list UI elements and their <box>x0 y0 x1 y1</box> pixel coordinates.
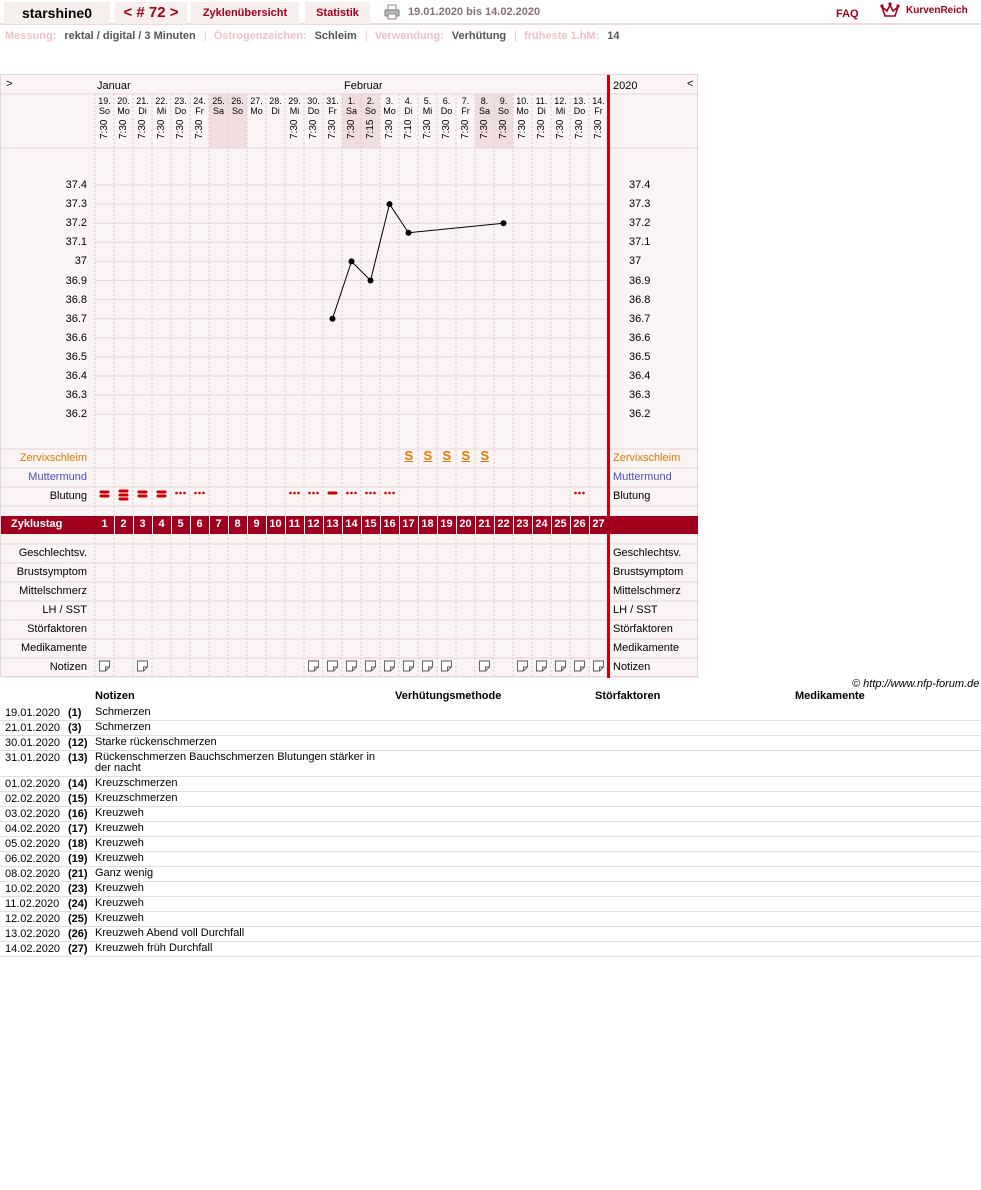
chart-overlay <box>1 75 699 678</box>
cycle-day-number: 18 <box>421 518 434 530</box>
day-weekday: Mi <box>422 106 433 116</box>
note-text: Kreuzweh Abend voll Durchfall <box>95 927 245 939</box>
day-time: 7:30 <box>498 119 509 139</box>
table-row <box>0 777 981 792</box>
note-date: 11.02.2020 <box>5 898 60 910</box>
cycle-day-divider <box>133 516 134 534</box>
day-weekday: Fr <box>195 106 204 116</box>
day-weekday: Do <box>440 106 453 116</box>
verwendung-value: Verhütung <box>451 30 507 42</box>
day-date: 4. <box>404 96 413 106</box>
day-time: 7:30 <box>479 119 490 139</box>
table-row <box>0 912 981 927</box>
row-label-right: Notizen <box>613 661 651 673</box>
note-text: Kreuzweh <box>95 882 144 894</box>
note-cycle-day: (16) <box>68 808 88 820</box>
note-text: Kreuzweh <box>95 912 144 924</box>
day-date: 11. <box>535 96 548 106</box>
cycle-day-number: 4 <box>158 518 165 530</box>
cycle-day-divider <box>456 516 457 534</box>
table-row <box>0 822 981 837</box>
day-weekday: Mo <box>250 106 263 116</box>
day-date: 31. <box>326 96 339 106</box>
note-cycle-day: (17) <box>68 823 88 835</box>
day-weekday: So <box>231 106 243 116</box>
blutung-label-left: Blutung <box>49 490 87 502</box>
day-time: 7:30 <box>175 119 186 139</box>
cycle-day-divider <box>266 516 267 534</box>
note-date: 21.01.2020 <box>5 722 61 734</box>
cycle-day-number: 22 <box>497 518 510 530</box>
note-date: 12.02.2020 <box>5 913 61 925</box>
table-row <box>0 751 981 777</box>
day-date: 5. <box>423 96 432 106</box>
day-weekday: Sa <box>345 106 357 116</box>
cycle-day-number: 17 <box>402 518 415 530</box>
day-date: 3. <box>385 96 394 106</box>
day-weekday: Mo <box>117 106 130 116</box>
day-time: 7:30 <box>327 119 338 139</box>
day-weekday: Do <box>573 106 586 116</box>
day-weekday: Mi <box>289 106 300 116</box>
note-cycle-day: (26) <box>68 928 88 940</box>
day-time: 7:30 <box>574 119 585 139</box>
day-date: 22. <box>155 96 168 106</box>
note-date: 31.01.2020 <box>5 752 61 764</box>
col-header-verhuetung: Verhütungsmethode <box>395 690 502 702</box>
cycle-day-number: 20 <box>459 518 472 530</box>
table-row <box>0 882 981 897</box>
note-cycle-day: (25) <box>68 913 88 925</box>
cycle-day-number: 11 <box>288 518 301 530</box>
note-date: 04.02.2020 <box>5 823 61 835</box>
cycle-day-number: 2 <box>120 518 127 530</box>
day-time: 7:30 <box>289 119 300 139</box>
col-header-notizen: Notizen <box>95 690 135 702</box>
top-bar <box>0 0 981 25</box>
day-weekday: Do <box>174 106 187 116</box>
note-text: Kreuzweh früh Durchfall <box>95 942 213 954</box>
table-row <box>0 897 981 912</box>
cycle-day-divider <box>418 516 419 534</box>
temp-label-left: 36.6 <box>65 331 87 344</box>
row-label-left: Mittelschmerz <box>19 585 87 597</box>
day-weekday: Mi <box>555 106 566 116</box>
cycle-day-divider <box>190 516 191 534</box>
day-weekday: Di <box>537 106 546 116</box>
cycle-day-number: 23 <box>516 518 529 530</box>
note-date: 10.02.2020 <box>5 883 61 895</box>
note-text: Schmerzen <box>95 706 151 718</box>
cycle-chart <box>0 74 698 677</box>
table-row <box>0 942 981 957</box>
row-label-left: Brustsymptom <box>16 566 87 578</box>
row-label-right: Störfaktoren <box>613 623 673 635</box>
cycle-day-divider <box>209 516 210 534</box>
note-cycle-day: (1) <box>68 707 82 719</box>
note-cycle-day: (21) <box>68 868 88 880</box>
measurement-info: Messung: rektal / digital / 3 Minuten | Östrogenzeichen: Schleim | Verwendung: Verhütung | früheste 1.hM: 14 <box>5 30 620 42</box>
temp-label-right: 37 <box>629 255 642 268</box>
day-date: 12. <box>554 96 567 106</box>
day-weekday: So <box>98 106 110 116</box>
cycle-day-number: 19 <box>440 518 453 530</box>
day-date: 6. <box>442 96 451 106</box>
tab-statistics[interactable]: Statistik <box>305 2 370 24</box>
day-date: 13. <box>573 96 586 106</box>
note-date: 13.02.2020 <box>5 928 61 940</box>
note-text: Ganz wenig <box>95 867 154 879</box>
note-text: Kreuzweh <box>95 852 144 864</box>
muttermund-label-left: Muttermund <box>28 471 87 483</box>
temp-label-left: 37 <box>74 255 87 268</box>
cycle-day-divider <box>437 516 438 534</box>
brand-name[interactable]: KurvenReich <box>906 5 968 16</box>
day-date: 28. <box>269 96 282 106</box>
day-date: 27. <box>250 96 263 106</box>
messung-label: Messung: <box>5 30 57 42</box>
table-row <box>0 867 981 882</box>
cycle-day-divider <box>513 516 514 534</box>
temp-label-left: 36.8 <box>65 293 87 306</box>
day-date: 7. <box>461 96 470 106</box>
cycle-day-number: 25 <box>554 518 567 530</box>
cycle-day-number: 26 <box>573 518 586 530</box>
note-text: Kreuzweh <box>95 837 144 849</box>
temp-label-left: 37.3 <box>65 198 87 211</box>
cycle-day-number: 15 <box>364 518 377 530</box>
col-header-medikamente: Medikamente <box>795 690 865 702</box>
day-weekday: Di <box>271 106 280 116</box>
day-time: 7:30 <box>422 119 433 139</box>
row-label-left: Medikamente <box>20 642 87 654</box>
oestrogen-label: Östrogenzeichen: <box>213 30 307 42</box>
cycle-day-divider <box>570 516 571 534</box>
day-time: 7:10 <box>403 119 414 139</box>
cycle-day-number: 16 <box>383 518 396 530</box>
day-time: 7:15 <box>365 119 376 139</box>
day-date: 25. <box>212 96 225 106</box>
muttermund-label-right: Muttermund <box>613 471 672 483</box>
temp-label-right: 37.3 <box>629 198 651 211</box>
temp-label-right: 36.7 <box>629 312 651 325</box>
note-date: 14.02.2020 <box>5 943 61 955</box>
note-cycle-day: (18) <box>68 838 88 850</box>
zervix-symbol: S <box>442 448 452 463</box>
day-weekday: So <box>364 106 376 116</box>
cycle-day-divider <box>399 516 400 534</box>
temp-label-left: 36.5 <box>65 350 87 363</box>
note-cycle-day: (3) <box>68 722 82 734</box>
temp-label-right: 36.2 <box>629 408 651 421</box>
temp-label-right: 36.4 <box>629 370 651 382</box>
note-date: 05.02.2020 <box>5 838 61 850</box>
zervix-label-left: Zervixschleim <box>19 452 87 464</box>
note-cycle-day: (19) <box>68 853 88 865</box>
cycle-day-divider <box>171 516 172 534</box>
username: starshine0 <box>4 2 110 24</box>
day-date: 10. <box>516 96 529 106</box>
row-label-right: Brustsymptom <box>613 566 684 578</box>
note-date: 19.01.2020 <box>5 707 61 719</box>
day-date: 2. <box>366 96 375 106</box>
cycle-day-number: 1 <box>101 518 108 530</box>
day-date: 23. <box>174 96 187 106</box>
day-weekday: Do <box>307 106 320 116</box>
day-date: 14. <box>592 96 605 106</box>
cycle-day-divider <box>361 516 362 534</box>
note-text: Starke rückenschmerzen <box>95 736 217 748</box>
cycle-day-number: 3 <box>139 518 146 530</box>
row-label-left: Notizen <box>49 661 87 673</box>
cycle-day-number: 10 <box>269 518 282 530</box>
temp-label-right: 37.1 <box>629 236 651 249</box>
blutung-label-right: Blutung <box>613 490 651 502</box>
cycle-day-divider <box>152 516 153 534</box>
cycle-day-row <box>1 516 699 534</box>
note-text: Rückenschmerzen Bauchschmerzen Blutungen stärker in der nacht <box>95 751 376 774</box>
day-time: 7:30 <box>517 119 528 139</box>
note-text: Kreuzweh <box>95 822 144 834</box>
row-label-right: Mittelschmerz <box>613 585 681 597</box>
note-text: Kreuzschmerzen <box>95 777 178 789</box>
temp-label-right: 37.4 <box>629 179 651 191</box>
cycle-day-divider <box>304 516 305 534</box>
day-time: 7:30 <box>346 119 357 139</box>
note-cycle-day: (23) <box>68 883 88 895</box>
temp-label-right: 37.2 <box>629 217 651 230</box>
faq-link[interactable]: FAQ <box>836 8 859 20</box>
table-row <box>0 721 981 736</box>
temp-label-left: 36.3 <box>65 389 87 402</box>
day-time: 7:30 <box>156 119 167 139</box>
cycle-day-divider <box>114 516 115 534</box>
temp-label-right: 36.5 <box>629 350 651 363</box>
cycle-day-divider <box>323 516 324 534</box>
nav-prev-button[interactable]: > <box>6 78 13 90</box>
note-date: 03.02.2020 <box>5 808 61 820</box>
tab-cycle-overview[interactable]: Zyklenübersicht <box>191 2 299 24</box>
table-row <box>0 736 981 751</box>
year-label: 2020 <box>613 80 638 92</box>
cycle-day-number: 24 <box>535 518 548 530</box>
table-row <box>0 706 981 721</box>
crown-logo-icon[interactable] <box>880 1 900 21</box>
temp-label-left: 37.2 <box>65 217 87 230</box>
verwendung-label: Verwendung: <box>374 30 444 42</box>
hm-value: 14 <box>607 30 620 42</box>
day-date: 8. <box>480 96 489 106</box>
cycle-day-divider <box>475 516 476 534</box>
day-date: 20. <box>117 96 130 106</box>
note-cycle-day: (15) <box>68 793 88 805</box>
day-weekday: Mi <box>156 106 167 116</box>
oestrogen-value: Schleim <box>314 30 357 42</box>
day-weekday: Fr <box>328 106 337 116</box>
note-text: Schmerzen <box>95 721 151 733</box>
temp-label-right: 36.6 <box>629 331 651 344</box>
table-row <box>0 792 981 807</box>
day-time: 7:30 <box>99 119 110 139</box>
note-cycle-day: (14) <box>68 778 88 790</box>
day-date: 1. <box>347 96 356 106</box>
day-weekday: Sa <box>212 106 224 116</box>
temp-label-right: 36.8 <box>629 293 651 306</box>
cycle-day-divider <box>228 516 229 534</box>
day-weekday: Di <box>138 106 147 116</box>
temp-label-left: 36.4 <box>65 370 87 382</box>
cycle-nav[interactable]: < # 72 > <box>115 2 187 24</box>
day-date: 26. <box>231 96 244 106</box>
day-weekday: Sa <box>478 106 490 116</box>
day-date: 19. <box>98 96 111 106</box>
cycle-day-number: 12 <box>307 518 320 530</box>
note-date: 30.01.2020 <box>5 737 61 749</box>
note-text: Kreuzschmerzen <box>95 792 178 804</box>
month-february: Februar <box>344 80 383 92</box>
temp-label-left: 36.9 <box>65 274 87 287</box>
cycle-day-number: 21 <box>478 518 491 530</box>
note-cycle-day: (13) <box>68 752 88 764</box>
month-january: Januar <box>97 80 131 92</box>
cycle-day-number: 6 <box>196 518 203 530</box>
cycle-day-divider <box>589 516 590 534</box>
cycle-day-divider <box>551 516 552 534</box>
day-date: 21. <box>136 96 149 106</box>
day-time: 7:30 <box>536 119 547 139</box>
day-weekday: Mo <box>516 106 529 116</box>
note-date: 08.02.2020 <box>5 868 61 880</box>
printer-icon[interactable] <box>384 4 400 20</box>
day-time: 7:30 <box>593 119 604 139</box>
day-date: 30. <box>307 96 320 106</box>
note-cycle-day: (27) <box>68 943 88 955</box>
zervix-symbol: S <box>404 448 414 463</box>
note-text: Kreuzweh <box>95 807 144 819</box>
table-row <box>0 807 981 822</box>
cycle-day-divider <box>247 516 248 534</box>
day-weekday: Di <box>404 106 413 116</box>
temp-label-left: 37.4 <box>65 179 87 191</box>
cycle-day-number: 14 <box>345 518 358 530</box>
cycle-day-number: 27 <box>592 518 605 530</box>
temp-label-right: 36.3 <box>629 389 651 402</box>
day-time: 7:30 <box>308 119 319 139</box>
col-header-stoerfaktoren: Störfaktoren <box>595 690 661 702</box>
day-time: 7:30 <box>460 119 471 139</box>
table-row <box>0 927 981 942</box>
copyright: © http://www.nfp-forum.de <box>852 678 980 690</box>
day-time: 7:30 <box>118 119 129 139</box>
row-label-right: LH / SST <box>613 604 658 616</box>
day-weekday: Fr <box>594 106 603 116</box>
day-time: 7:30 <box>441 119 452 139</box>
note-date: 06.02.2020 <box>5 853 61 865</box>
day-weekday: So <box>497 106 509 116</box>
note-cycle-day: (12) <box>68 737 88 749</box>
row-label-right: Geschlechtsv. <box>613 547 682 559</box>
day-time: 7:30 <box>137 119 148 139</box>
zervix-symbol: S <box>423 448 433 463</box>
table-row <box>0 837 981 852</box>
cycle-day-divider <box>342 516 343 534</box>
nav-next-button[interactable]: < <box>687 78 694 90</box>
note-text: Kreuzweh <box>95 897 144 909</box>
day-date: 29. <box>288 96 301 106</box>
hm-label: früheste 1.hM: <box>524 30 600 42</box>
date-range: 19.01.2020 bis 14.02.2020 <box>408 6 541 18</box>
day-time: 7:30 <box>555 119 566 139</box>
temp-label-left: 36.2 <box>65 408 87 421</box>
row-label-left: LH / SST <box>42 604 87 616</box>
temp-label-left: 36.7 <box>65 312 87 325</box>
day-weekday: Mo <box>383 106 396 116</box>
cycle-day-number: 5 <box>177 518 184 530</box>
temp-label-left: 37.1 <box>65 236 87 249</box>
temp-label-right: 36.9 <box>629 274 651 287</box>
cycle-day-number: 13 <box>326 518 339 530</box>
day-date: 24. <box>193 96 206 106</box>
day-time: 7:30 <box>194 119 205 139</box>
note-cycle-day: (24) <box>68 898 88 910</box>
cycle-day-number: 7 <box>215 518 222 530</box>
cycle-day-divider <box>380 516 381 534</box>
row-label-right: Medikamente <box>613 642 680 654</box>
row-label-left: Störfaktoren <box>27 623 87 635</box>
cycle-day-number: 8 <box>234 518 241 530</box>
row-label-left: Geschlechtsv. <box>18 547 87 559</box>
day-time: 7:30 <box>384 119 395 139</box>
zervix-symbol: S <box>461 448 471 463</box>
note-date: 01.02.2020 <box>5 778 61 790</box>
table-row <box>0 852 981 867</box>
day-date: 9. <box>499 96 508 106</box>
cycle-day-number: 9 <box>253 518 260 530</box>
cycle-day-divider <box>285 516 286 534</box>
cycle-day-divider <box>494 516 495 534</box>
messung-value: rektal / digital / 3 Minuten <box>64 30 196 42</box>
note-date: 02.02.2020 <box>5 793 61 805</box>
zervix-symbol: S <box>480 448 490 463</box>
cycle-day-divider <box>532 516 533 534</box>
zyklustag-label: Zyklustag <box>11 518 63 530</box>
day-weekday: Fr <box>461 106 470 116</box>
zervix-label-right: Zervixschleim <box>613 452 681 464</box>
